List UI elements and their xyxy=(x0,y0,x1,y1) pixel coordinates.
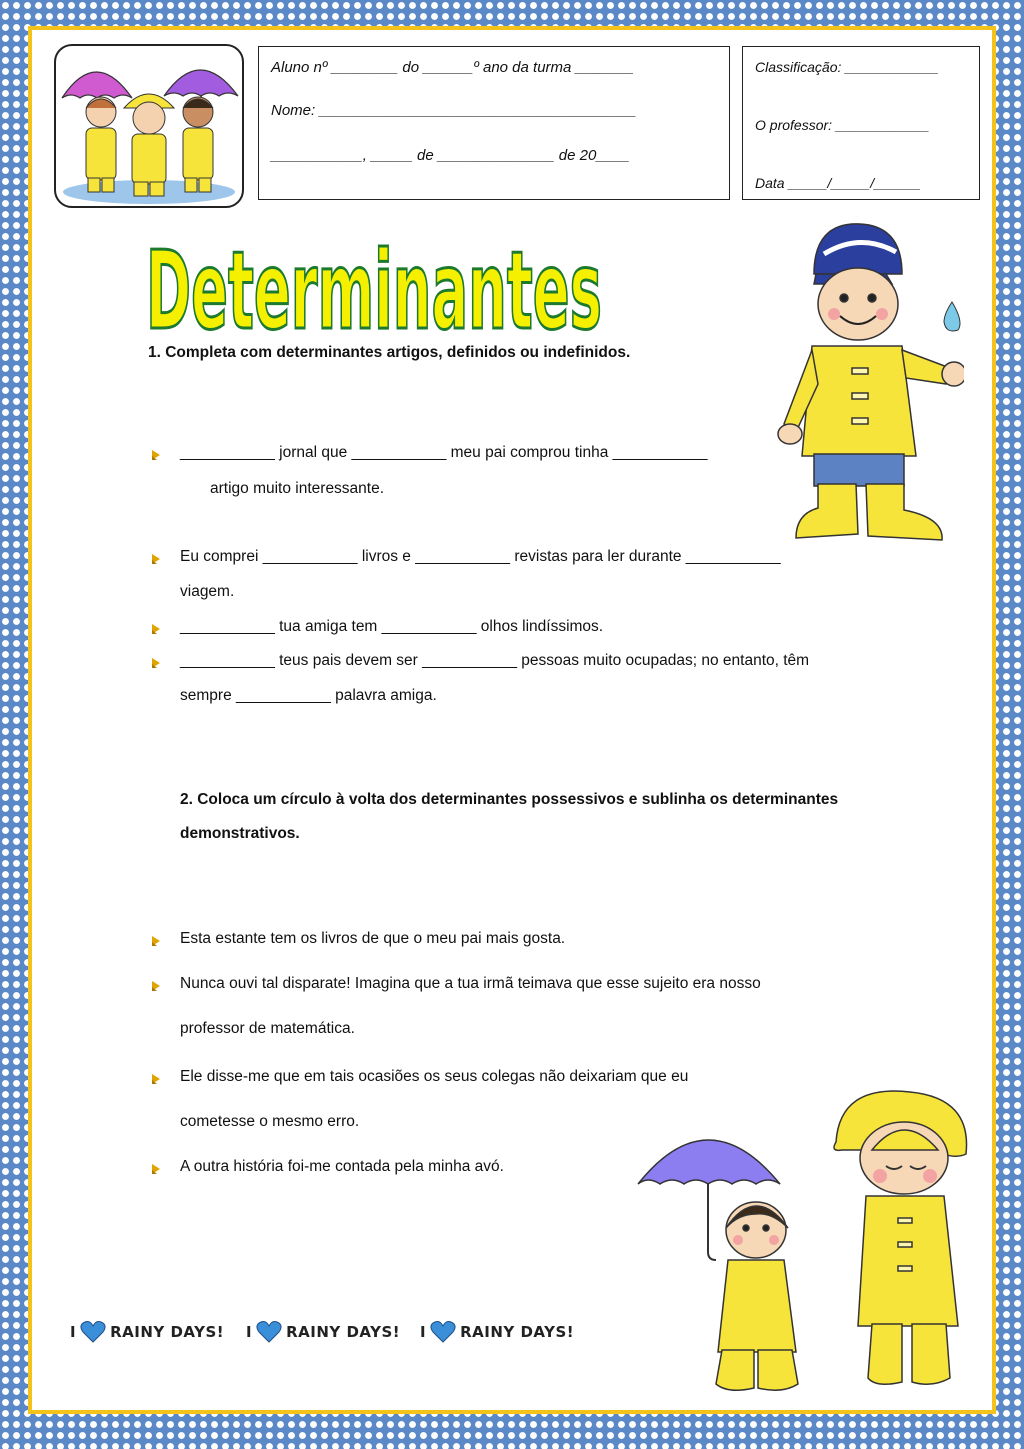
worksheet-page xyxy=(28,26,996,1414)
footer-rainy-days: RAINY DAYS! xyxy=(110,1323,225,1341)
exercise-2-item-4[interactable]: A outra história foi-me contada pela minha avó. xyxy=(180,1158,504,1175)
exercise-1-item-3[interactable]: ___________ tua amiga tem ___________ olhos lindíssimos. xyxy=(180,618,604,635)
boy-raincoat-illustration xyxy=(774,218,964,548)
exercise-1-heading: 1. Completa com determinantes artigos, definidos ou indefinidos. xyxy=(148,344,631,361)
exercise-1-item-4[interactable]: ___________ teus pais devem ser ___________ pessoas muito ocupadas; no entanto, têm xyxy=(180,652,810,669)
footer-slogan-3 xyxy=(420,1320,574,1344)
bullet-arrow-icon xyxy=(152,450,160,460)
bullet-arrow-icon xyxy=(152,1074,160,1084)
footer-rainy-days: RAINY DAYS! xyxy=(286,1323,401,1341)
page-title xyxy=(142,208,612,338)
raindrop-icon xyxy=(944,302,960,331)
bullet-arrow-icon xyxy=(152,554,160,564)
footer-slogan-2 xyxy=(246,1320,400,1344)
grade-box xyxy=(742,46,980,200)
exercise-2-item-3-cont[interactable]: cometesse o mesmo erro. xyxy=(180,1113,360,1130)
umbrella-icon xyxy=(638,1140,780,1184)
exercise-2-item-2-cont[interactable]: professor de matemática. xyxy=(180,1020,355,1037)
bullet-arrow-icon xyxy=(152,981,160,991)
bullet-arrow-icon xyxy=(152,1164,160,1174)
footer-i: I xyxy=(70,1323,77,1341)
grade-field[interactable]: Classificação: ____________ xyxy=(755,59,939,75)
date-field[interactable]: Data _____/_____/______ xyxy=(755,175,921,191)
exercise-2-item-2[interactable]: Nunca ouvi tal disparate! Imagina que a tua irmã teimava que esse sujeito era nosso xyxy=(180,975,761,992)
heart-icon xyxy=(80,1320,106,1344)
exercise-2-item-3[interactable]: Ele disse-me que em tais ocasiões os seus colegas não deixariam que eu xyxy=(180,1068,689,1085)
footer-rainy-days: RAINY DAYS! xyxy=(460,1323,575,1341)
student-number-line[interactable]: Aluno nº ________ do ______º ano da turma _______ xyxy=(271,59,634,76)
kids-rain-illustration xyxy=(632,1088,972,1408)
exercise-1-item-2[interactable]: Eu comprei ___________ livros e ___________ revistas para ler durante ___________ xyxy=(180,548,781,565)
footer-i: I xyxy=(420,1323,427,1341)
title-text: Determinantes xyxy=(146,229,602,338)
heart-icon xyxy=(256,1320,282,1344)
exercise-2-item-1[interactable]: Esta estante tem os livros de que o meu pai mais gosta. xyxy=(180,930,566,947)
exercise-2-heading: 2. Coloca um círculo à volta dos determinantes possessivos e sublinha os determinantes xyxy=(180,791,839,808)
teacher-field[interactable]: O professor: ____________ xyxy=(755,117,930,133)
footer-slogan-1 xyxy=(70,1320,224,1344)
exercise-2-heading-cont: demonstrativos. xyxy=(180,825,300,842)
bullet-arrow-icon xyxy=(152,936,160,946)
student-name-line[interactable]: Nome: ______________________________________ xyxy=(271,102,637,119)
heart-icon xyxy=(430,1320,456,1344)
exercise-1-item-1[interactable]: ___________ jornal que ___________ meu pai comprou tinha ___________ xyxy=(180,444,708,461)
student-info-box xyxy=(258,46,730,200)
footer-i: I xyxy=(246,1323,253,1341)
bullet-arrow-icon xyxy=(152,624,160,634)
bullet-arrow-icon xyxy=(152,658,160,668)
exercise-1-item-4-cont[interactable]: sempre ___________ palavra amiga. xyxy=(180,687,437,704)
date-line[interactable]: ___________, _____ de ______________ de 20____ xyxy=(271,147,630,164)
exercise-1-item-2-cont: viagem. xyxy=(180,583,235,600)
exercise-1-item-1-cont: artigo muito interessante. xyxy=(210,480,385,497)
kids-umbrella-illustration xyxy=(54,44,244,208)
